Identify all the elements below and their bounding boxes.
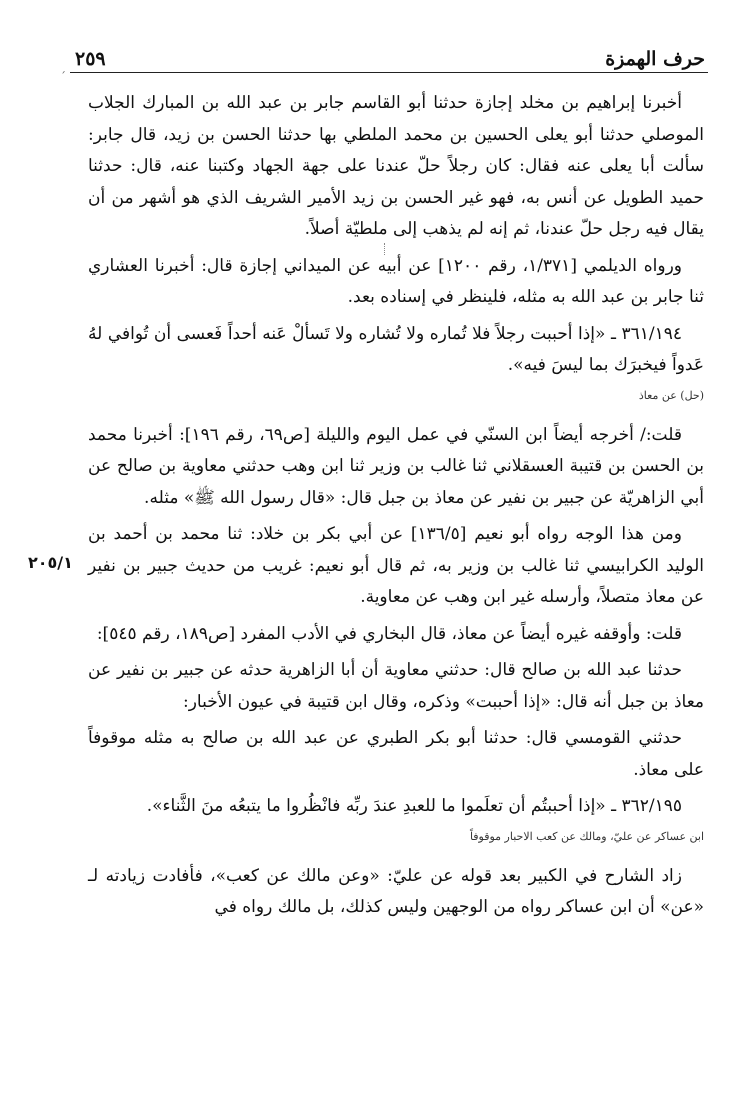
page-number: ٢٥٩	[75, 48, 106, 70]
hadith-194-source: (حل) عن معاذ	[638, 388, 704, 402]
paragraph-qumisi: حدثني القومسي قال: حدثنا أبو بكر الطبري عن عبد الله بن صالح به مثله موقوفاً على معاذ.	[88, 728, 704, 780]
margin-reference: ٢٠٥/١	[28, 553, 73, 572]
hadith-194: ٣٦١/١٩٤ ـ «إذا أحببت رجلاً فلا تُماره ولا تُشاره ولا تَسألْ عَنه أحداً فَعسى أن تُوافي لهُ عَدواً فيخبرَك بما ليسَ فيه».	[88, 323, 704, 375]
paragraph-abu-nuaym: ومن هذا الوجه رواه أبو نعيم [١٣٦/٥] عن أبي بكر بن خلاد: ثنا محمد بن أحمد بن الوليد الكرابيسي ثنا غالب بن وزير به، ثم قال أبو نعيم: غريب من حديث جبير بن نفير عن معاذ متصلاً، وأرسله غير ابن وهب عن معاوية.	[88, 524, 704, 607]
paragraph-sharih: زاد الشارح في الكبير بعد قوله عن عليّ: «وعن مالك عن كعب»، فأفادت زيادته لـ «عن» أن ابن عساكر رواه من الوجهين وليس كذلك، بل مالك رواه في	[88, 865, 704, 917]
hadith-195: ٣٦٢/١٩٥ ـ «إذا أحببتُم أن تعلَموا ما للعبدِ عندَ ربِّه فانْظُروا ما يتبعُه منَ الثَّناء».	[146, 796, 682, 816]
section-title: حرف الهمزة	[605, 48, 705, 70]
hadith-195-source: ابن عساكر عن عليّ، ومالك عن كعب الاحبار موقوفاً	[469, 829, 704, 843]
paragraph-isnad-1: أخبرنا إبراهيم بن مخلد إجازة حدثنا أبو القاسم جابر بن عبد الله بن المبارك الجلاب الموصلي حدثنا أبو يعلى الحسين بن محمد الملطي بها حدثنا الحسن بن زيد، قال جابر: سألت أبا يعلى عنه فقال: كان رجلاً حلّ عندنا على جهة الجهاد وكتبنا عنه، قال: حدثنا حميد الطويل عن أنس به، فهو غير الحسن بن زيد الأمير الشريف الذي هو أشهر من أن يقال فيه رجل حلّ عندنا، ثم إنه لم يذهب إلى ملطيّة أصلاً.	[88, 93, 704, 239]
paragraph-dailami: ورواه الديلمي [١/٣٧١، رقم ١٢٠٠] عن أبيه عن الميداني إجازة قال: أخبرنا العشاري ثنا جابر بن عبد الله به مثله، فلينظر في إسناده بعد.	[88, 255, 704, 307]
paragraph-abdullah: حدثنا عبد الله بن صالح قال: حدثني معاوية أن أبا الزاهرية حدثه عن جبير بن نفير عن معاذ بن جبل أنه قال: «إذا أحببت» وذكره، وقال ابن قتيبة في عيون الأخبار:	[88, 660, 704, 712]
paragraph-ibn-sunni: قلت:/ أخرجه أيضاً ابن السنّي في عمل اليوم والليلة [ص٦٩، رقم ١٩٦]: أخبرنا محمد بن الحسن بن قتيبة العسقلاني ثنا غالب بن وزير ثنا ابن وهب حدثني معاوية بن صالح عن أبي الزاهريّة عن جبير بن نفير عن معاذ بن جبل قال: «قال رسول الله ﷺ» مثله.	[88, 424, 704, 508]
header-rule	[70, 72, 708, 73]
paragraph-bukhari: قلت: وأوقفه غيره أيضاً عن معاذ، قال البخاري في الأدب المفرد [ص١٨٩، رقم ٥٤٥]:	[96, 623, 682, 644]
page-body	[88, 88, 704, 929]
running-header	[75, 38, 705, 70]
corner-mark: ´	[60, 70, 66, 84]
